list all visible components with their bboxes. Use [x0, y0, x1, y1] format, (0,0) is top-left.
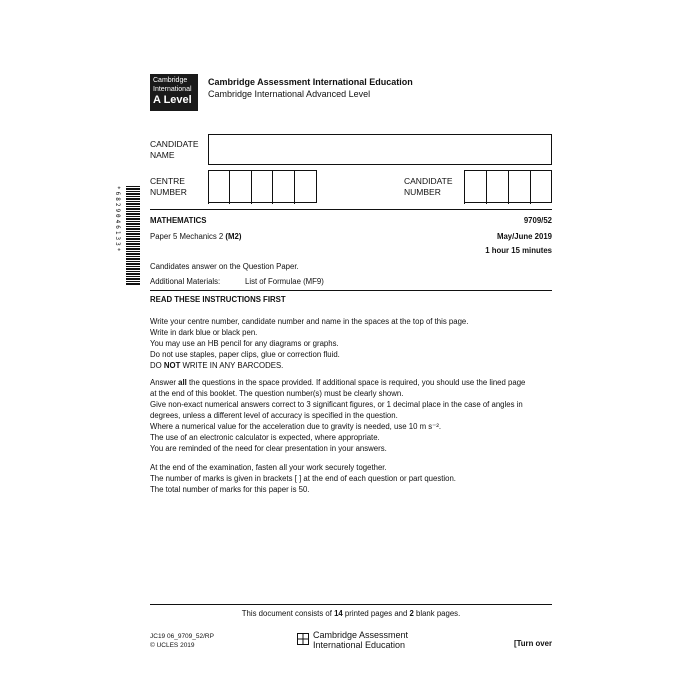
copyright: © UCLES 2019 — [150, 642, 195, 649]
instruction-text: the questions in the space provided. If additional space is required, you should use the lined page — [186, 378, 526, 387]
candidate-number-cell[interactable] — [530, 171, 552, 204]
centre-number-cell[interactable] — [208, 171, 230, 204]
centre-number-cell[interactable] — [229, 171, 251, 204]
cam-logo-line1: Cambridge Assessment — [313, 630, 409, 640]
instructions-heading: READ THESE INSTRUCTIONS FIRST — [150, 295, 286, 304]
candidate-number-label-line1: CANDIDATE — [404, 176, 453, 186]
candidate-number-label — [404, 176, 453, 198]
candidate-name-field[interactable] — [208, 134, 552, 165]
instructions-block-1 — [150, 316, 560, 371]
candidate-number-field[interactable] — [464, 170, 552, 203]
instruction-emphasis: all — [178, 378, 187, 387]
answer-on-note: Candidates answer on the Question Paper. — [150, 262, 299, 271]
divider — [150, 209, 552, 210]
paper-name-line — [150, 231, 241, 242]
instruction-line: at the end of this booklet. The question number(s) must be clearly shown. — [150, 389, 404, 398]
instruction-line: You are reminded of the need for clear presentation in your answers. — [150, 444, 387, 453]
candidate-number-cell[interactable] — [464, 171, 486, 204]
document-reference: JC19 06_9709_52/RP — [150, 633, 214, 640]
centre-number-cell[interactable] — [294, 171, 316, 204]
candidate-number-cell[interactable] — [486, 171, 508, 204]
instruction-text: DO — [150, 361, 164, 370]
instruction-line: The total number of marks for this paper is 50. — [150, 485, 310, 494]
instruction-line: Give non-exact numerical answers correct to 3 significant figures, or 1 decimal place in the case of angles in — [150, 400, 523, 409]
org-name: Cambridge Assessment International Education — [208, 77, 413, 87]
instruction-line: The use of an electronic calculator is expected, where appropriate. — [150, 433, 380, 442]
instruction-line: Do not use staples, paper clips, glue or correction fluid. — [150, 350, 340, 359]
barcode-number: *6829046133* — [114, 186, 121, 254]
instruction-emphasis: NOT — [163, 361, 181, 370]
centre-number-cell[interactable] — [272, 171, 294, 204]
candidate-number-cell[interactable] — [508, 171, 530, 204]
cambridge-shield-icon — [297, 633, 309, 645]
candidate-number-label-line2: NUMBER — [404, 187, 441, 197]
centre-number-cell[interactable] — [251, 171, 273, 204]
instruction-text: WRITE IN ANY BARCODES. — [180, 361, 284, 370]
centre-number-label — [150, 176, 187, 198]
logo-line-3: A Level — [153, 94, 192, 106]
pages-text: blank pages. — [413, 609, 461, 618]
qualification-name: Cambridge International Advanced Level — [208, 89, 371, 99]
instruction-line: degrees, unless a different level of accuracy is specified in the question. — [150, 411, 398, 420]
instruction-line: At the end of the examination, fasten all your work securely together. — [150, 463, 387, 472]
centre-number-label-line2: NUMBER — [150, 187, 187, 197]
instructions-block-3 — [150, 462, 560, 495]
instruction-line: Write your centre number, candidate number and name in the spaces at the top of this page. — [150, 317, 469, 326]
instruction-line: You may use an HB pencil for any diagrams or graphs. — [150, 339, 339, 348]
exam-session: May/June 2019 — [496, 232, 552, 241]
blank-pages-count: 2 — [409, 609, 414, 618]
instruction-line: Where a numerical value for the acceleration due to gravity is needed, use 10 m s⁻². — [150, 422, 442, 431]
centre-number-label-line1: CENTRE — [150, 176, 185, 186]
footer-ref-block — [150, 632, 214, 650]
turn-over: [Turn over — [514, 639, 552, 648]
instruction-line — [150, 360, 560, 371]
centre-number-field[interactable] — [208, 170, 317, 203]
instruction-line: The number of marks is given in brackets [ ] at the end of each question or part question. — [150, 474, 456, 483]
logo-line-2: International — [153, 86, 192, 93]
candidate-name-label — [150, 139, 199, 161]
printed-pages-count: 14 — [334, 609, 343, 618]
candidate-name-label-line1: CANDIDATE — [150, 139, 199, 149]
materials-label: Additional Materials: — [150, 277, 221, 286]
paper-tag: (M2) — [225, 232, 242, 241]
materials-value: List of Formulae (MF9) — [245, 277, 324, 286]
instructions-block-2 — [150, 377, 560, 454]
cambridge-assessment-logo-text — [313, 630, 408, 650]
instruction-line: Write in dark blue or black pen. — [150, 328, 258, 337]
pages-text: printed pages and — [342, 609, 410, 618]
cambridge-a-level-logo — [150, 74, 198, 111]
pages-text: This document consists of — [241, 609, 335, 618]
subject: MATHEMATICS — [150, 216, 207, 225]
instruction-line — [150, 377, 560, 388]
candidate-name-label-line2: NAME — [150, 150, 175, 160]
exam-duration: 1 hour 15 minutes — [485, 246, 552, 255]
paper-name: Paper 5 Mechanics 2 — [150, 232, 224, 241]
pages-note — [150, 608, 552, 619]
logo-line-1: Cambridge — [153, 77, 188, 84]
footer-divider — [150, 604, 552, 605]
divider — [150, 290, 552, 291]
cam-logo-line2: International Education — [313, 640, 406, 650]
paper-code: 9709/52 — [523, 216, 552, 225]
barcode — [126, 186, 140, 286]
instruction-text: Answer — [150, 378, 179, 387]
